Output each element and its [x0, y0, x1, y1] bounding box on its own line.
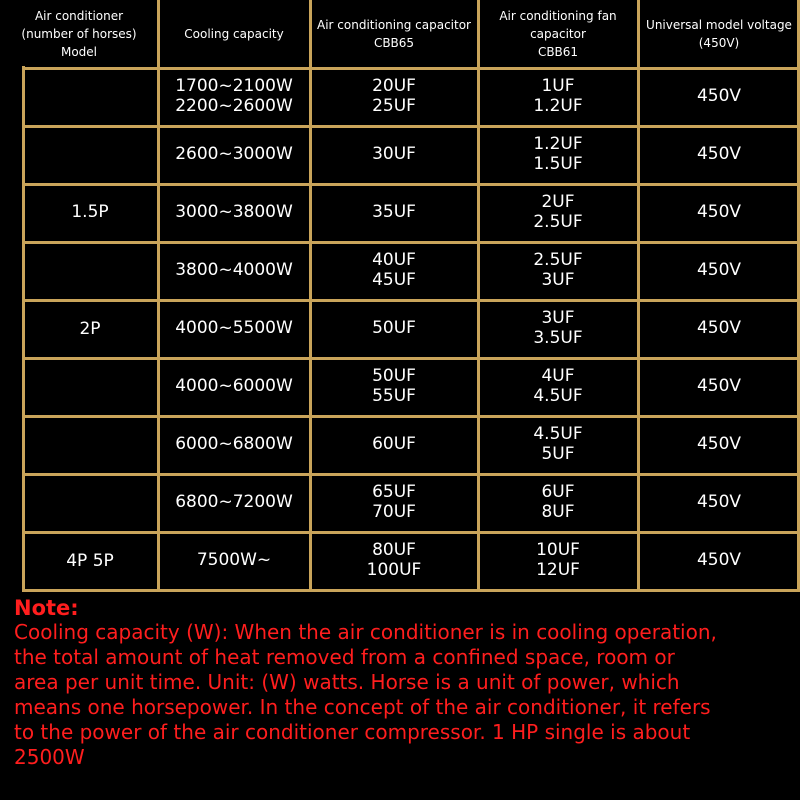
ac-capacitor-cell [310, 242, 478, 300]
cell-value: 450V [696, 86, 742, 107]
ac-capacitor-cell [310, 358, 478, 416]
cell-value: 2600~3000W [175, 144, 293, 165]
header-text: Cooling capacity [184, 27, 284, 41]
cell-value: 20UF [372, 76, 416, 97]
cell-value: 1.5UF [533, 154, 583, 174]
fan-capacitor-cell [478, 184, 638, 242]
cell-value: 5UF [541, 444, 575, 464]
note-body [14, 620, 794, 770]
cooling-capacity-cell [158, 126, 310, 184]
cell-value: 30UF [372, 144, 416, 165]
cell-value: 100UF [366, 560, 422, 580]
cell-value: 70UF [372, 502, 416, 522]
voltage-cell [638, 68, 800, 126]
ac-capacitor-cell [310, 300, 478, 358]
header-voltage [638, 0, 800, 68]
header-fan-capacitor [478, 0, 638, 68]
note-line: 2500W [14, 745, 85, 769]
voltage-cell [638, 474, 800, 532]
header-text: (number of horses) [21, 27, 137, 41]
cell-value: 60UF [372, 434, 416, 455]
header-text: Universal model voltage [646, 18, 792, 32]
cell-value: 4.5UF [533, 386, 583, 406]
cell-value: 50UF [372, 318, 416, 339]
header-text: Model [60, 45, 98, 59]
cell-value: 8UF [541, 502, 575, 522]
cell-value: 4000~5500W [175, 318, 293, 339]
header-text: Air conditioning fan capacitor [499, 9, 617, 41]
cell-value: 12UF [536, 560, 580, 580]
cell-value: 450V [696, 434, 742, 455]
ac-capacitor-cell [310, 184, 478, 242]
cell-value: 45UF [372, 270, 416, 290]
note-line: the total amount of heat removed from a confined space, room or [14, 645, 675, 669]
ac-capacitor-cell [310, 474, 478, 532]
cell-value: 1700~2100W [175, 76, 293, 97]
header-cooling-capacity [158, 0, 310, 68]
cell-value: 65UF [372, 482, 416, 503]
cell-value: 4UF [541, 366, 575, 387]
cell-value: 450V [696, 318, 742, 339]
cell-value: 80UF [372, 540, 416, 561]
cell-value: 6800~7200W [175, 492, 293, 513]
cell-value: 450V [696, 260, 742, 281]
header-text: (450V) [698, 36, 740, 50]
cell-value: 2UF [541, 192, 575, 213]
header-text: CBB61 [537, 45, 579, 59]
cell-value: 3UF [541, 270, 575, 290]
header-ac-capacitor [310, 0, 478, 68]
cell-value: 2.5UF [533, 212, 583, 232]
header-model [0, 0, 158, 68]
cell-value: 25UF [372, 96, 416, 116]
note-line: to the power of the air conditioner compressor. 1 HP single is about [14, 720, 691, 744]
cell-value: 450V [696, 550, 742, 571]
cooling-capacity-cell [158, 358, 310, 416]
fan-capacitor-cell [478, 358, 638, 416]
cooling-capacity-cell [158, 474, 310, 532]
voltage-cell [638, 416, 800, 474]
cooling-capacity-cell [158, 532, 310, 590]
cell-value: 1UF [541, 76, 575, 97]
fan-capacitor-cell [478, 126, 638, 184]
note-line: means one horsepower. In the concept of the air conditioner, it refers [14, 695, 711, 719]
cell-value: 10UF [536, 540, 580, 561]
fan-capacitor-cell [478, 474, 638, 532]
model-label: 1.5P [71, 202, 109, 223]
cooling-capacity-cell [158, 242, 310, 300]
cooling-capacity-cell [158, 68, 310, 126]
cell-value: 35UF [372, 202, 416, 223]
fan-capacitor-cell [478, 300, 638, 358]
voltage-cell [638, 532, 800, 590]
model-label: 2P [79, 319, 101, 340]
cell-value: 450V [696, 144, 742, 165]
cell-value: 3UF [541, 308, 575, 329]
voltage-cell [638, 242, 800, 300]
note-section [14, 596, 794, 770]
cell-value: 450V [696, 492, 742, 513]
cooling-capacity-cell [158, 416, 310, 474]
fan-capacitor-cell [478, 532, 638, 590]
cell-value: 3.5UF [533, 328, 583, 348]
note-title: Note: [14, 596, 79, 620]
note-line: Cooling capacity (W): When the air conditioner is in cooling operation, [14, 620, 717, 644]
cell-value: 6000~6800W [175, 434, 293, 455]
header-text: CBB65 [373, 36, 415, 50]
fan-capacitor-cell [478, 68, 638, 126]
cell-value: 3000~3800W [175, 202, 293, 223]
note-line: area per unit time. Unit: (W) watts. Horse is a unit of power, which [14, 670, 680, 694]
fan-capacitor-cell [478, 242, 638, 300]
voltage-cell [638, 358, 800, 416]
cell-value: 450V [696, 202, 742, 223]
cell-value: 50UF [372, 366, 416, 387]
cell-value: 7500W~ [196, 550, 272, 571]
cell-value: 6UF [541, 482, 575, 503]
cell-value: 4.5UF [533, 424, 583, 445]
cooling-capacity-cell [158, 300, 310, 358]
cell-value: 450V [696, 376, 742, 397]
ac-capacitor-cell [310, 416, 478, 474]
cell-value: 4000~6000W [175, 376, 293, 397]
voltage-cell [638, 126, 800, 184]
voltage-cell [638, 300, 800, 358]
cell-value: 3800~4000W [175, 260, 293, 281]
model-label: 4P 5P [66, 551, 114, 572]
ac-capacitor-cell [310, 532, 478, 590]
cell-value: 1.2UF [533, 134, 583, 155]
cell-value: 1.2UF [533, 96, 583, 116]
header-text: Air conditioner [34, 9, 124, 23]
ac-capacitor-cell [310, 126, 478, 184]
voltage-cell [638, 184, 800, 242]
fan-capacitor-cell [478, 416, 638, 474]
cell-value: 55UF [372, 386, 416, 406]
cell-value: 2.5UF [533, 250, 583, 271]
cooling-capacity-cell [158, 184, 310, 242]
cell-value: 2200~2600W [175, 96, 293, 116]
header-text: Air conditioning capacitor [317, 18, 471, 32]
cell-value: 40UF [372, 250, 416, 271]
ac-capacitor-cell [310, 68, 478, 126]
